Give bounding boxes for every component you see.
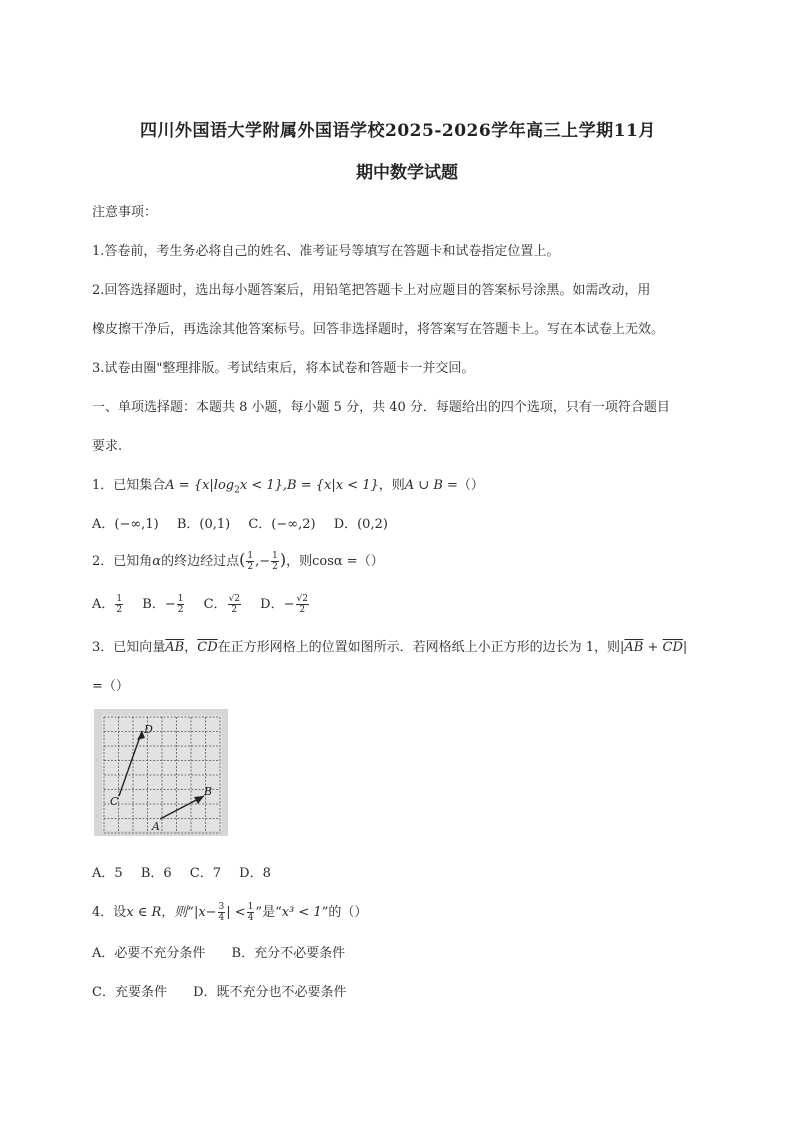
point-a-label: A: [152, 820, 160, 833]
exam-subtitle: 期中数学试题: [356, 163, 458, 183]
q1-option-d: D．(0,2): [333, 517, 388, 532]
notice-item-2-cont: 橡皮擦干净后，再选涂其他答案标号。回答非选择题时，将答案写在答题卡上。写在本试卷上无效。: [92, 322, 665, 337]
section-heading: 一、单项选择题：本题共 8 小题，每小题 5 分，共 40 分．每题给出的四个选项，只有一项符合题目: [92, 400, 670, 415]
notice-item-2: 2.回答选择题时，选出每小题答案后，用铅笔把答题卡上对应题目的答案标号涂黑。如需改动，用: [92, 283, 651, 298]
q2-options: [92, 593, 324, 615]
point-c-label: C: [110, 795, 119, 808]
q1-expression: A ∪ B =: [404, 478, 458, 493]
q2-option-d: D．− $\frac{√2}{2}$: [260, 594, 308, 615]
q1-prefix: 1．已知集合: [92, 478, 166, 493]
notice-item-3: 3.试卷由圈"整理排版。考试结束后，将本试卷和答题卡一并交回。: [92, 361, 475, 376]
q3-vector-cd: $\overline{CD}$: [197, 640, 218, 655]
q4-option-a: A．必要不充分条件: [92, 946, 206, 961]
q2-prefix: 2．已知角: [92, 554, 153, 569]
q3-option-c: C．7: [189, 866, 221, 881]
q3-options: [92, 862, 285, 881]
q2-option-c: C． $\frac{√2}{2}$: [203, 594, 241, 615]
q2-option-b: B．− $\frac{1}{2}$: [142, 594, 184, 615]
exam-title: 四川外国语大学附属外国语学校2025-2026学年高三上学期11月: [140, 121, 656, 141]
q3-option-a: A．5: [92, 866, 123, 881]
q4-option-c: C．充要条件: [92, 985, 167, 1000]
q1-log-base: 2: [234, 485, 240, 496]
q1-options: [92, 513, 402, 532]
q2-mid: 的终边经过点: [161, 554, 240, 569]
question-1: [92, 474, 484, 496]
q2-alpha: α: [152, 554, 162, 569]
q3-option-d: D．8: [239, 866, 271, 881]
question-4: 4．设x ∈ R，则“|x− $\frac{3}{4}$ | < $\frac{1}{4}$ ”是“x³ < 1”的（）: [92, 902, 368, 923]
question-2: 2．已知角α的终边经过点( $\frac{1}{2}$ ,− $\frac{1}{2}$ )，则cosα =（）: [92, 550, 384, 572]
q3-option-b: B．6: [140, 866, 172, 881]
q2-option-a: A． $\frac{1}{2}$: [92, 594, 123, 615]
q4-options-1: [92, 942, 359, 961]
vector-grid-figure: [94, 709, 228, 836]
point-b-label: B: [204, 785, 213, 798]
q1-set-b: B = {x|x < 1}: [287, 478, 379, 493]
q2-point-y: $\frac{1}{2}$: [272, 551, 278, 572]
q1-option-c: C．(−∞,2): [248, 517, 316, 532]
q3-line-2: =（）: [92, 679, 129, 694]
q1-option-a: A．(−∞,1): [92, 517, 159, 532]
q2-blank: （）: [357, 554, 384, 569]
q4-option-d: D．既不充分也不必要条件: [193, 985, 347, 1000]
point-d-label: D: [144, 723, 153, 736]
q2-suffix: ，则cosα =: [286, 554, 358, 569]
q3-vector-ab: $\overline{AB}$: [165, 640, 185, 655]
q1-suffix: ，则: [378, 478, 405, 493]
q4-options-2: [92, 981, 361, 1000]
section-heading-cont: 要求.: [92, 439, 123, 454]
q1-option-b: B．(0,1): [176, 517, 231, 532]
question-3: 3．已知向量$\overline{AB}$，$\overline{CD}$在正方形网格上的位置如图所示．若网格纸上小正方形的边长为 1，则$|\overline{AB} + \overline{CD}|$: [92, 640, 688, 655]
q1-set-a-tail: x < 1},: [239, 478, 288, 493]
notice-item-1: 1.答卷前，考生务必将自己的姓名、准考证号等填写在答题卡和试卷指定位置上。: [92, 244, 560, 259]
q1-set-a: A = {x|log: [165, 478, 235, 493]
q1-blank: （）: [457, 478, 484, 493]
notice-heading: 注意事项：: [92, 205, 158, 220]
q2-point-x: $\frac{1}{2}$: [247, 551, 254, 572]
q4-option-b: B．充分不必要条件: [231, 946, 346, 961]
